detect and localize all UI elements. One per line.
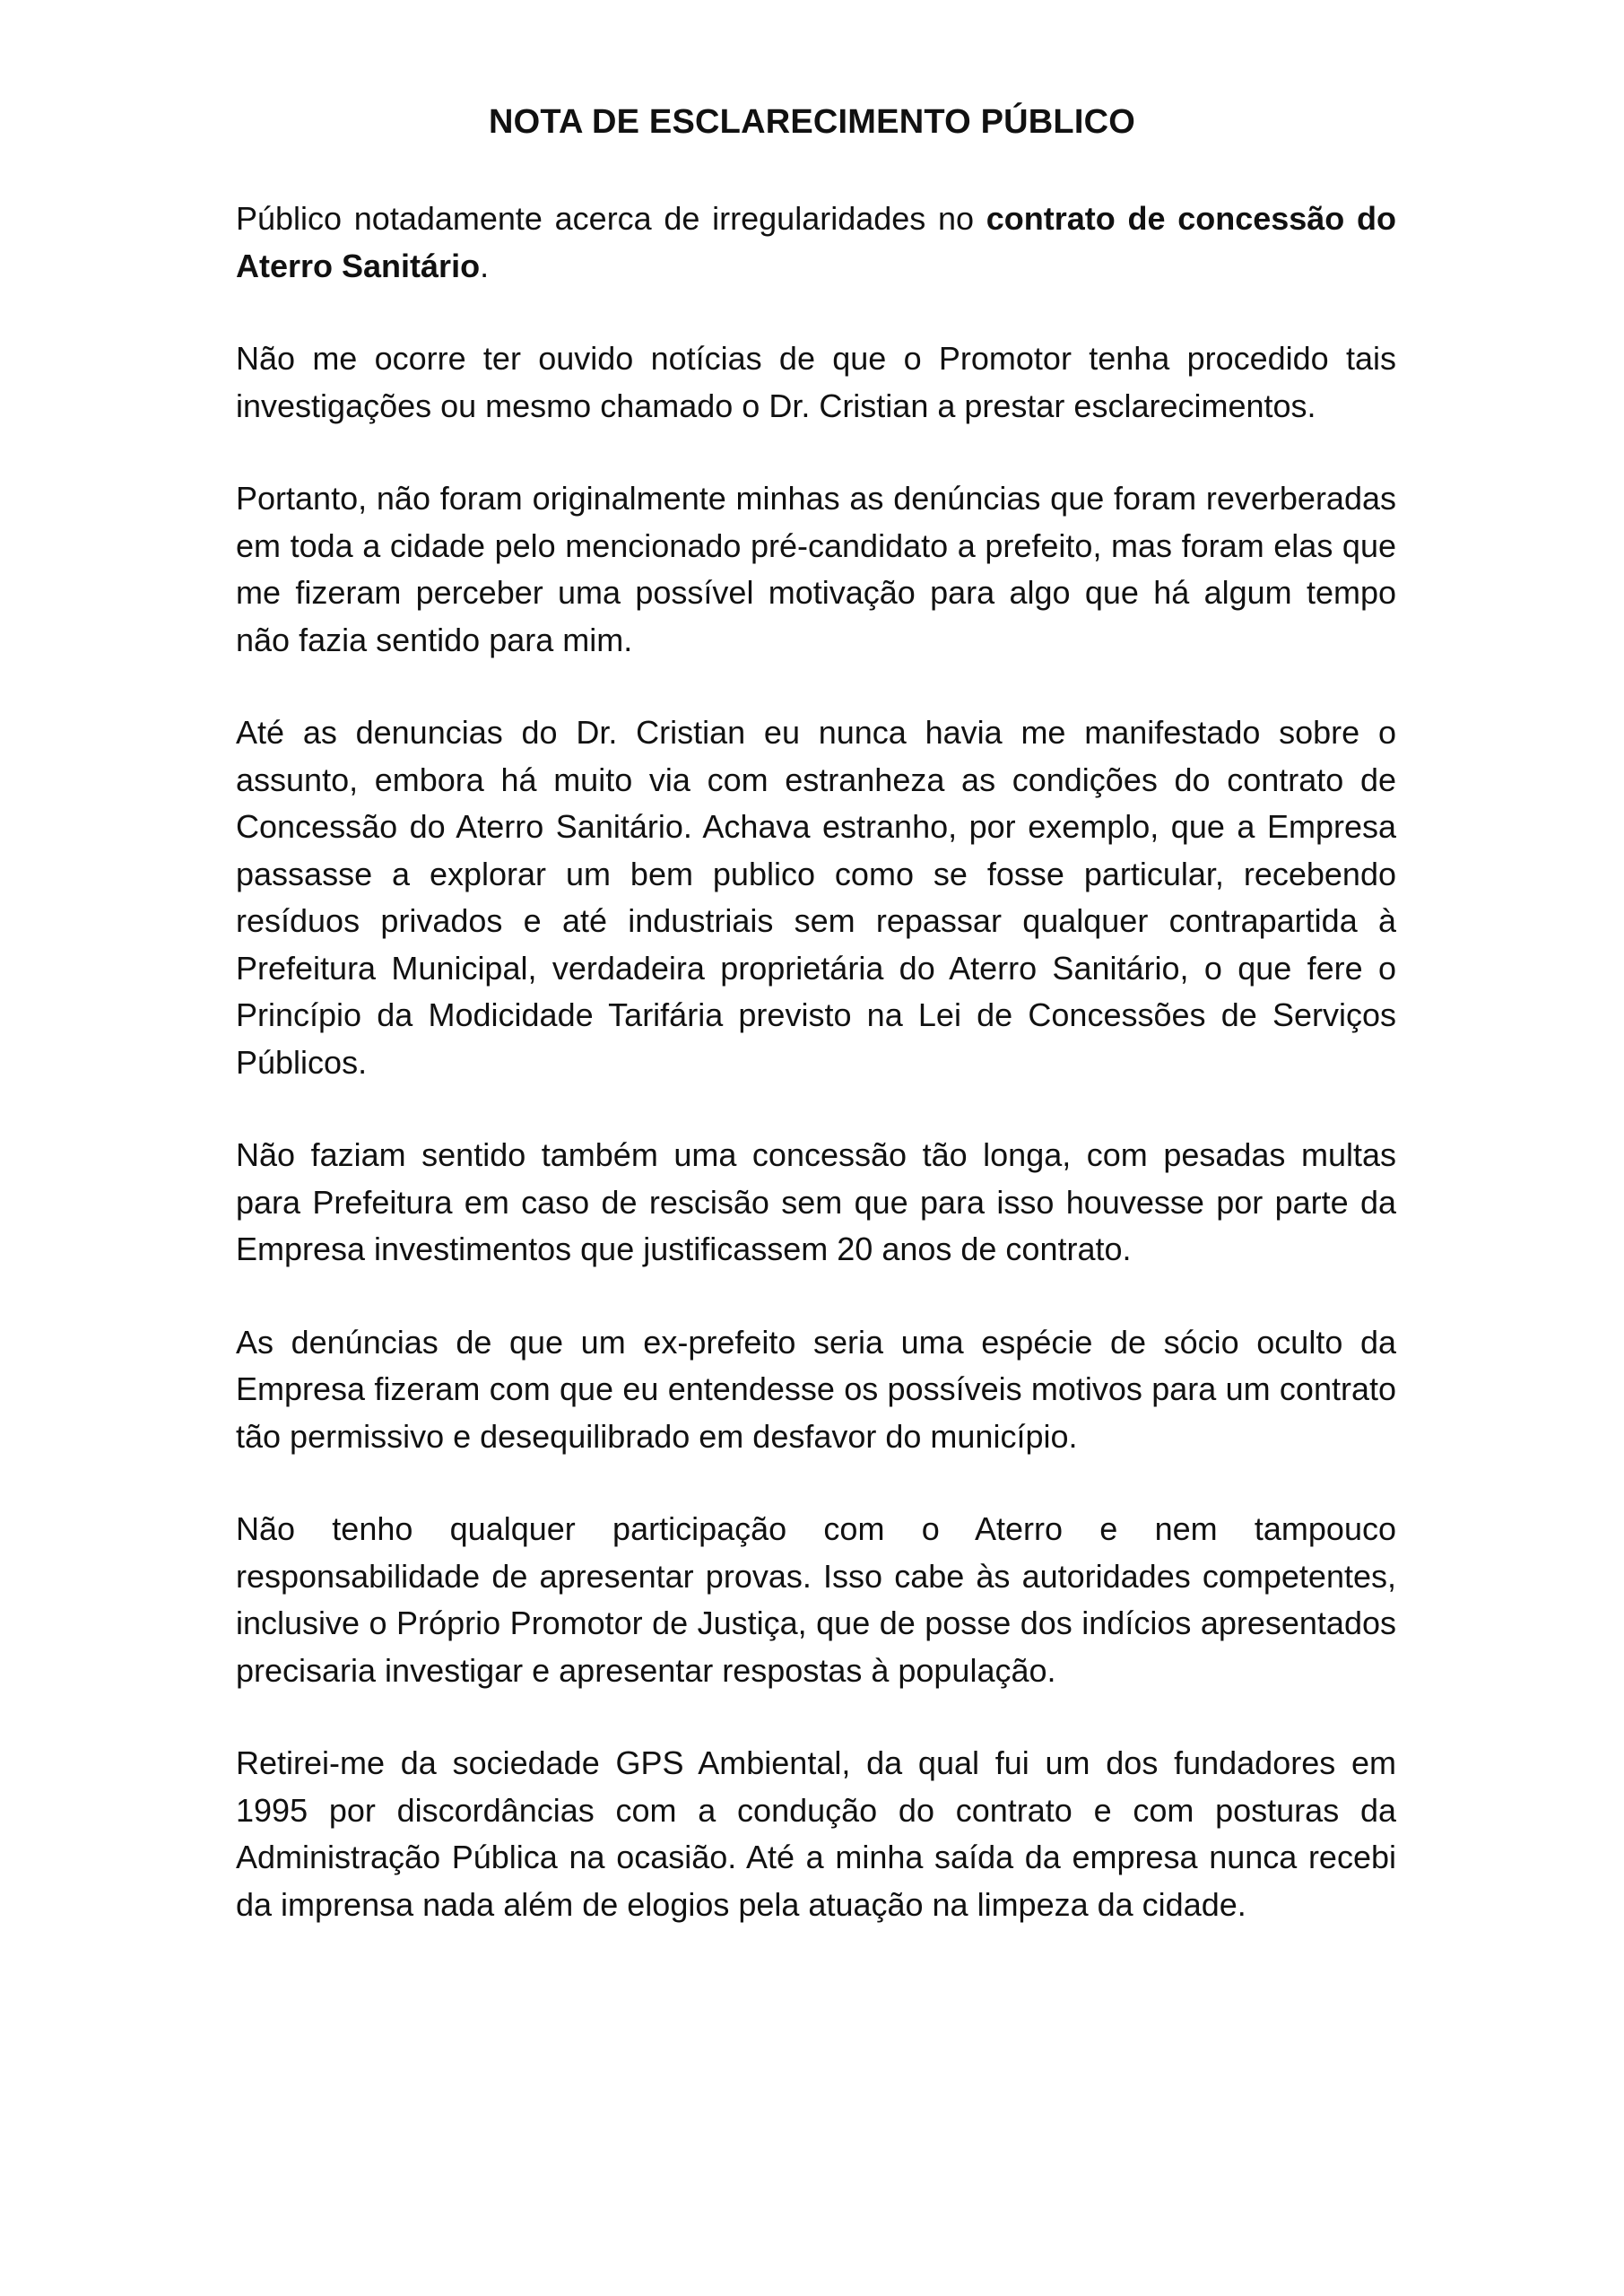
paragraph-8: Retirei-me da sociedade GPS Ambiental, da qual fui um dos fundadores em 1995 por discordâncias com a condução do contrato e com posturas da Administração Pública na ocasião. Até a minha saída da empresa nunca recebi da imprensa nada além de elogios pela atuação na limpeza da cidade.: [236, 1744, 1396, 1923]
paragraph-1: [236, 196, 1396, 290]
paragraph-1-bold: contrato de concessão do Aterro Sanitário: [236, 200, 1396, 284]
paragraph-2: Não me ocorre ter ouvido notícias de que o Promotor tenha procedido tais investigações ou mesmo chamado o Dr. Cristian a prestar esclarecimentos.: [236, 340, 1396, 424]
paragraph-7: Não tenho qualquer participação com o Aterro e nem tampouco responsabilidade de apresentar provas. Isso cabe às autoridades competentes, inclusive o Próprio Promotor de Justiça, que de posse dos indícios apresentados precisaria investigar e apresentar respostas à população.: [236, 1510, 1396, 1689]
document-title: NOTA DE ESCLARECIMENTO PÚBLICO: [489, 103, 1135, 141]
paragraph-6: As denúncias de que um ex-prefeito seria uma espécie de sócio oculto da Empresa fizeram com que eu entendesse os possíveis motivos para um contrato tão permissivo e desequilibrado em desfavor do município.: [236, 1323, 1396, 1455]
paragraph-1-lead: Público notadamente acerca de irregularidades no: [236, 200, 986, 237]
paragraph-1-tail: .: [480, 247, 490, 284]
document-body: [236, 196, 1396, 1974]
paragraph-4: Até as denuncias do Dr. Cristian eu nunca havia me manifestado sobre o assunto, embora há muito via com estranheza as condições do contrato de Concessão do Aterro Sanitário. Achava estranho, por exemplo, que a Empresa passasse a explorar um bem publico como se fosse particular, recebendo resíduos privados e até industriais sem repassar qualquer contrapartida à Prefeitura Municipal, verdadeira proprietária do Aterro Sanitário, o que fere o Princípio da Modicidade Tarifária previsto na Lei de Concessões de Serviços Públicos.: [236, 714, 1396, 1081]
paragraph-5: Não faziam sentido também uma concessão tão longa, com pesadas multas para Prefeitura em caso de rescisão sem que para isso houvesse por parte da Empresa investimentos que justificassem 20 anos de contrato.: [236, 1136, 1396, 1267]
paragraph-3: Portanto, não foram originalmente minhas as denúncias que foram reverberadas em toda a cidade pelo mencionado pré-candidato a prefeito, mas foram elas que me fizeram perceber uma possível motivação para algo que há algum tempo não fazia sentido para mim.: [236, 480, 1396, 658]
